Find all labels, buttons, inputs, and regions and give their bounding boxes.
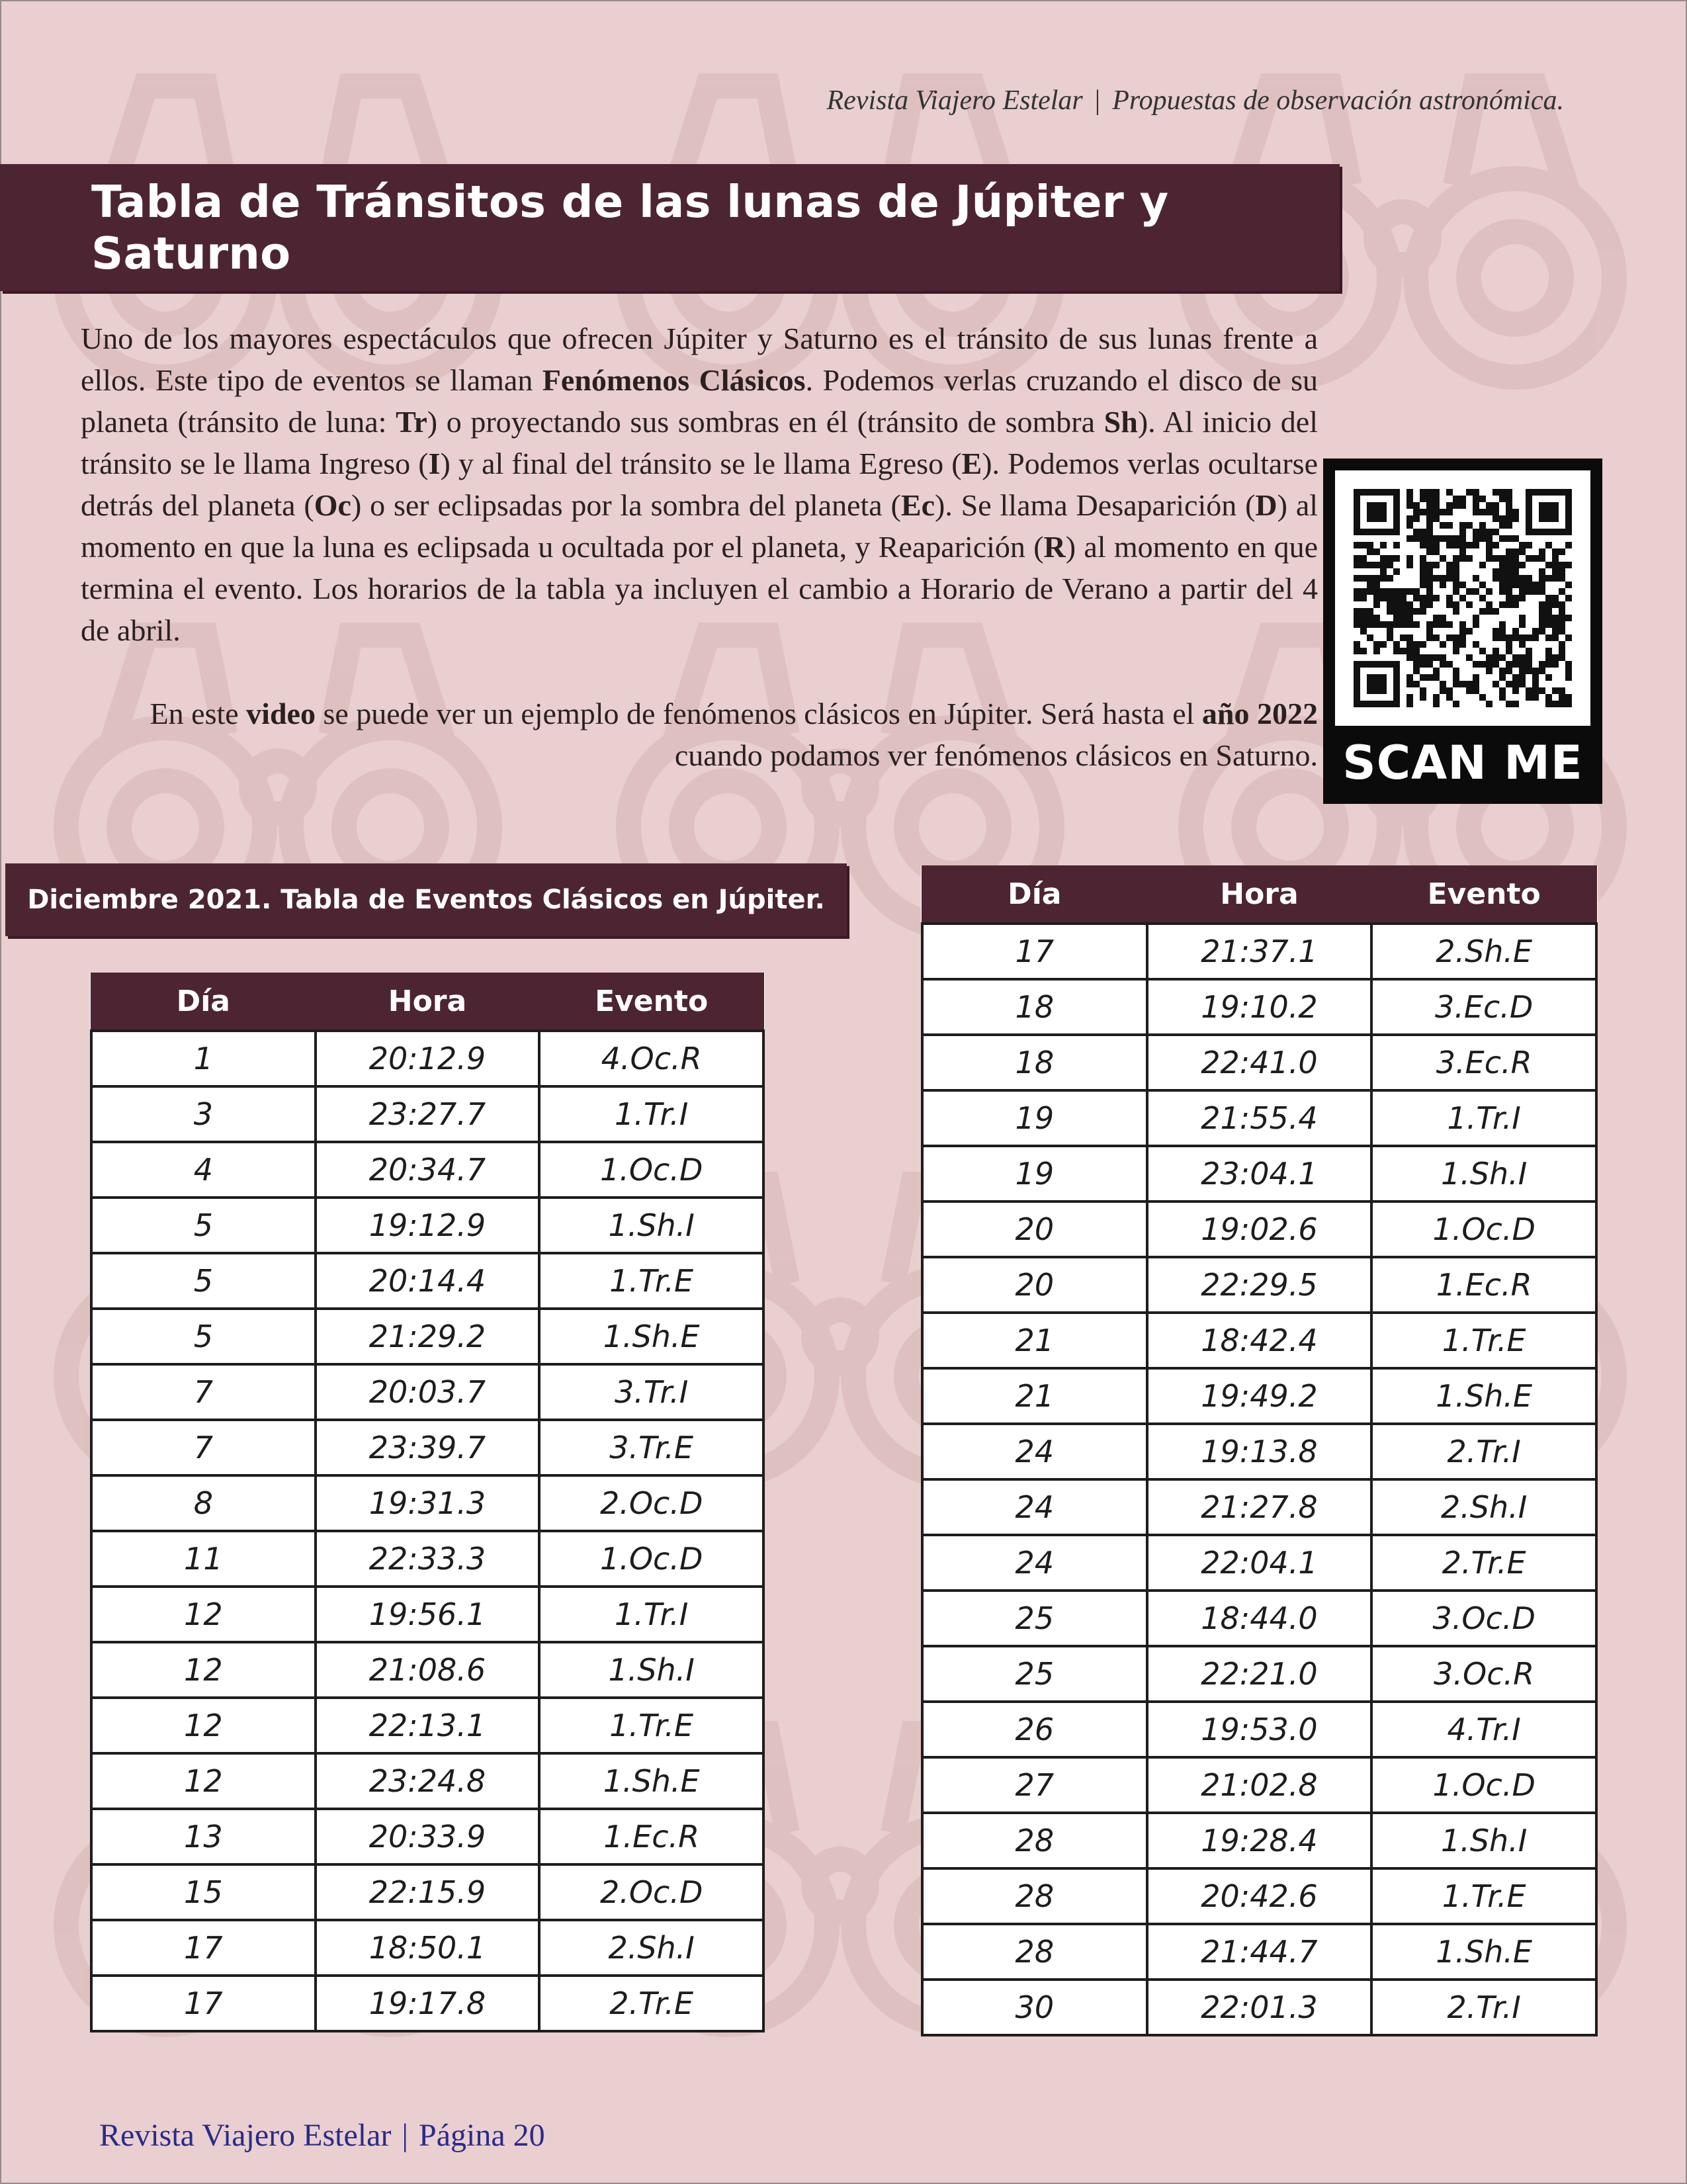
cell-hora: 22:01.3: [1147, 1980, 1372, 2035]
cell-dia: 8: [91, 1475, 316, 1531]
cell-evento: 1.Tr.E: [1371, 1868, 1596, 1924]
table-row: [922, 1868, 1596, 1924]
text-run: ) y al final del tránsito se le llama Egreso (: [440, 447, 962, 480]
bold-term: Sh: [1103, 405, 1138, 439]
cell-evento: 3.Ec.R: [1371, 1035, 1596, 1090]
table-row: [922, 1591, 1596, 1646]
cell-hora: 19:56.1: [316, 1587, 540, 1642]
cell-evento: 2.Sh.I: [539, 1920, 763, 1976]
cell-hora: 18:44.0: [1147, 1591, 1372, 1646]
cell-hora: 19:13.8: [1147, 1424, 1372, 1479]
cell-dia: 17: [922, 924, 1147, 979]
cell-dia: 25: [922, 1646, 1147, 1702]
cell-evento: 1.Tr.I: [1371, 1090, 1596, 1146]
cell-evento: 1.Tr.E: [539, 1253, 763, 1309]
text-run: se puede ver un ejemplo de fenómenos clásicos en Júpiter. Será hasta el: [315, 697, 1202, 730]
cell-hora: 23:39.7: [316, 1420, 540, 1475]
cell-hora: 23:24.8: [316, 1753, 540, 1809]
table-caption: Diciembre 2021. Tabla de Eventos Clásicos en Júpiter.: [5, 863, 847, 936]
table-row: [922, 1479, 1596, 1535]
column-header-dia: Día: [922, 865, 1147, 924]
bold-term: año 2022: [1201, 697, 1318, 730]
text-run: ). Al inicio del tránsito se le llama Ingreso (: [81, 405, 1318, 480]
cell-hora: 20:33.9: [316, 1809, 540, 1864]
cell-evento: 1.Sh.I: [1371, 1813, 1596, 1868]
cell-dia: 21: [922, 1313, 1147, 1368]
cell-evento: 2.Sh.I: [1371, 1479, 1596, 1535]
table-row: [922, 979, 1596, 1035]
table-row: [91, 1198, 763, 1253]
table-row: [91, 1086, 763, 1142]
bold-term: video: [246, 697, 316, 730]
cell-evento: 2.Tr.E: [539, 1976, 763, 2031]
cell-dia: 24: [922, 1424, 1147, 1479]
cell-evento: 3.Tr.I: [539, 1364, 763, 1420]
column-header-hora: Hora: [1147, 865, 1372, 924]
cell-hora: 22:13.1: [316, 1698, 540, 1753]
cell-evento: 1.Oc.D: [1371, 1201, 1596, 1257]
qr-code[interactable]: [1323, 459, 1602, 804]
cell-dia: 18: [922, 979, 1147, 1035]
cell-hora: 20:42.6: [1147, 1868, 1372, 1924]
cell-dia: 28: [922, 1924, 1147, 1980]
footer-page-number: Página 20: [419, 2118, 545, 2153]
cell-dia: 27: [922, 1757, 1147, 1813]
events-table-left: [90, 973, 765, 2032]
cell-evento: 1.Sh.E: [539, 1309, 763, 1364]
cell-dia: 20: [922, 1201, 1147, 1257]
bold-term: Fenómenos Clásicos: [542, 363, 806, 397]
cell-dia: 12: [91, 1587, 316, 1642]
cell-hora: 22:21.0: [1147, 1646, 1372, 1702]
table-row: [922, 1646, 1596, 1702]
cell-evento: 1.Sh.I: [539, 1198, 763, 1253]
bold-term: I: [428, 447, 441, 480]
cell-evento: 2.Oc.D: [539, 1864, 763, 1920]
table-row: [922, 1813, 1596, 1868]
cell-hora: 19:53.0: [1147, 1702, 1372, 1757]
title-band: [0, 164, 1340, 291]
cell-dia: 30: [922, 1980, 1147, 2035]
table-row: [91, 1864, 763, 1920]
cell-dia: 21: [922, 1368, 1147, 1424]
cell-hora: 21:55.4: [1147, 1090, 1372, 1146]
table-row: [922, 1035, 1596, 1090]
bold-term: E: [961, 447, 982, 480]
events-table-right: [921, 865, 1598, 2036]
cell-dia: 7: [91, 1420, 316, 1475]
table-row: [922, 1313, 1596, 1368]
table-row: [91, 1420, 763, 1475]
header-separator: |: [1094, 85, 1101, 116]
cell-dia: 12: [91, 1698, 316, 1753]
text-run: . Podemos verlas cruzando el disco de su planeta (tránsito de luna:: [81, 363, 1319, 439]
cell-dia: 12: [91, 1753, 316, 1809]
column-header-dia: Día: [91, 973, 316, 1031]
cell-dia: 25: [922, 1591, 1147, 1646]
cell-hora: 23:27.7: [316, 1086, 540, 1142]
table-row: [91, 1753, 763, 1809]
text-run: cuando podamos ver fenómenos clásicos en Saturno.: [674, 738, 1318, 772]
cell-dia: 17: [91, 1976, 316, 2031]
cell-hora: 18:42.4: [1147, 1313, 1372, 1368]
cell-hora: 20:34.7: [316, 1142, 540, 1198]
cell-hora: 21:44.7: [1147, 1924, 1372, 1980]
qr-code-image: [1335, 470, 1590, 726]
column-header-hora: Hora: [316, 973, 540, 1031]
cell-hora: 19:12.9: [316, 1198, 540, 1253]
cell-dia: 7: [91, 1364, 316, 1420]
cell-dia: 28: [922, 1868, 1147, 1924]
text-run: ). Podemos verlas ocultarse detrás del planeta (: [81, 447, 1318, 522]
cell-hora: 21:37.1: [1147, 924, 1372, 979]
page-footer: [99, 2117, 545, 2154]
cell-evento: 1.Oc.D: [539, 1531, 763, 1587]
cell-evento: 3.Tr.E: [539, 1420, 763, 1475]
cell-hora: 20:14.4: [316, 1253, 540, 1309]
cell-dia: 4: [91, 1142, 316, 1198]
footer-magazine: Revista Viajero Estelar: [99, 2118, 392, 2153]
bold-term: Tr: [396, 405, 427, 439]
table-row: [922, 1535, 1596, 1591]
cell-dia: 28: [922, 1813, 1147, 1868]
header-section: Propuestas de observación astronómica.: [1112, 85, 1564, 116]
cell-evento: 3.Oc.R: [1371, 1646, 1596, 1702]
table-row: [91, 1920, 763, 1976]
table-row: [922, 1146, 1596, 1201]
cell-evento: 1.Sh.E: [1371, 1924, 1596, 1980]
cell-evento: 1.Tr.E: [1371, 1313, 1596, 1368]
cell-dia: 5: [91, 1309, 316, 1364]
text-run: ) o ser eclipsadas por la sombra del planeta (: [351, 488, 901, 522]
bold-term: D: [1255, 488, 1277, 522]
table-row: [91, 1698, 763, 1753]
cell-dia: 12: [91, 1642, 316, 1698]
cell-evento: 1.Ec.R: [539, 1809, 763, 1864]
qr-pattern-icon: [1354, 489, 1572, 707]
cell-hora: 19:31.3: [316, 1475, 540, 1531]
page-title: Tabla de Tránsitos de las lunas de Júpiter y Saturno: [91, 176, 1169, 279]
cell-dia: 18: [922, 1035, 1147, 1090]
cell-dia: 13: [91, 1809, 316, 1864]
bold-term: Oc: [314, 488, 351, 522]
cell-evento: 1.Ec.R: [1371, 1257, 1596, 1313]
cell-dia: 19: [922, 1090, 1147, 1146]
cell-evento: 1.Tr.I: [539, 1587, 763, 1642]
header-magazine: Revista Viajero Estelar: [826, 85, 1083, 116]
cell-evento: 1.Oc.D: [539, 1142, 763, 1198]
table-row: [922, 1201, 1596, 1257]
cell-evento: 2.Tr.I: [1371, 1980, 1596, 2035]
table-row: [91, 1642, 763, 1698]
cell-hora: 19:49.2: [1147, 1368, 1372, 1424]
cell-hora: 22:33.3: [316, 1531, 540, 1587]
text-run: En este: [150, 697, 247, 730]
table-row: [91, 1531, 763, 1587]
cell-hora: 19:17.8: [316, 1976, 540, 2031]
cell-dia: 5: [91, 1198, 316, 1253]
cell-hora: 19:10.2: [1147, 979, 1372, 1035]
cell-dia: 11: [91, 1531, 316, 1587]
text-run: ) al momento en que termina el evento. Los horarios de la tabla ya incluyen el cambio a Horario de Verano a partir del 4 de abril.: [81, 530, 1319, 647]
table-row: [922, 1257, 1596, 1313]
table-row: [91, 1031, 763, 1086]
cell-evento: 1.Tr.I: [539, 1086, 763, 1142]
qr-scan-label: SCAN ME: [1342, 736, 1583, 790]
table-row: [91, 1364, 763, 1420]
column-header-evento: Evento: [1371, 865, 1596, 924]
text-run: Uno de los mayores espectáculos que ofrecen Júpiter y Saturno es el tránsito de sus lunas frente a ellos. Este tipo de eventos se llaman: [81, 322, 1318, 397]
running-header: [827, 85, 1564, 116]
cell-hora: 23:04.1: [1147, 1146, 1372, 1201]
cell-dia: 24: [922, 1479, 1147, 1535]
bold-term: Ec: [900, 488, 935, 522]
cell-evento: 1.Sh.E: [539, 1753, 763, 1809]
cell-dia: 19: [922, 1146, 1147, 1201]
cell-evento: 2.Oc.D: [539, 1475, 763, 1531]
cell-evento: 1.Sh.E: [1371, 1368, 1596, 1424]
column-header-evento: Evento: [539, 973, 763, 1031]
bold-term: R: [1043, 530, 1066, 564]
table-header-row: [922, 865, 1596, 924]
text-run: ) o proyectando sus sombras en él (tránsito de sombra: [427, 405, 1104, 439]
cell-evento: 1.Sh.I: [539, 1642, 763, 1698]
table-row: [922, 924, 1596, 979]
cell-evento: 2.Tr.E: [1371, 1535, 1596, 1591]
cell-evento: 1.Oc.D: [1371, 1757, 1596, 1813]
cell-evento: 2.Sh.E: [1371, 924, 1596, 979]
cell-hora: 20:03.7: [316, 1364, 540, 1420]
footer-separator: |: [402, 2118, 409, 2153]
cell-hora: 21:29.2: [316, 1309, 540, 1364]
text-run: ) al momento en que la luna es eclipsada u ocultada por el planeta, y Reaparición (: [81, 488, 1319, 564]
cell-dia: 26: [922, 1702, 1147, 1757]
table-row: [91, 1253, 763, 1309]
table-row: [922, 1980, 1596, 2035]
cell-dia: 1: [91, 1031, 316, 1086]
cell-hora: 20:12.9: [316, 1031, 540, 1086]
cell-hora: 22:04.1: [1147, 1535, 1372, 1591]
cell-dia: 5: [91, 1253, 316, 1309]
cell-hora: 21:02.8: [1147, 1757, 1372, 1813]
cell-hora: 21:08.6: [316, 1642, 540, 1698]
cell-hora: 19:28.4: [1147, 1813, 1372, 1868]
table-row: [91, 1976, 763, 2031]
cell-hora: 22:29.5: [1147, 1257, 1372, 1313]
table-row: [922, 1702, 1596, 1757]
table-row: [922, 1368, 1596, 1424]
table-row: [91, 1142, 763, 1198]
cell-dia: 3: [91, 1086, 316, 1142]
cell-evento: 1.Sh.I: [1371, 1146, 1596, 1201]
cell-dia: 24: [922, 1535, 1147, 1591]
table-row: [922, 1090, 1596, 1146]
cell-hora: 19:02.6: [1147, 1201, 1372, 1257]
table-header-row: [91, 973, 763, 1031]
cell-hora: 18:50.1: [316, 1920, 540, 1976]
table-row: [922, 1424, 1596, 1479]
cell-evento: 2.Tr.I: [1371, 1424, 1596, 1479]
cell-evento: 4.Oc.R: [539, 1031, 763, 1086]
cell-hora: 21:27.8: [1147, 1479, 1372, 1535]
table-row: [91, 1809, 763, 1864]
table-row: [922, 1757, 1596, 1813]
cell-evento: 3.Oc.D: [1371, 1591, 1596, 1646]
cell-dia: 17: [91, 1920, 316, 1976]
table-row: [922, 1924, 1596, 1980]
table-row: [91, 1475, 763, 1531]
cell-evento: 4.Tr.I: [1371, 1702, 1596, 1757]
table-row: [91, 1587, 763, 1642]
cell-hora: 22:15.9: [316, 1864, 540, 1920]
cell-hora: 22:41.0: [1147, 1035, 1372, 1090]
cell-evento: 1.Tr.E: [539, 1698, 763, 1753]
cell-evento: 3.Ec.D: [1371, 979, 1596, 1035]
text-run: ). Se llama Desaparición (: [935, 488, 1256, 522]
cell-dia: 15: [91, 1864, 316, 1920]
table-row: [91, 1309, 763, 1364]
cell-dia: 20: [922, 1257, 1147, 1313]
